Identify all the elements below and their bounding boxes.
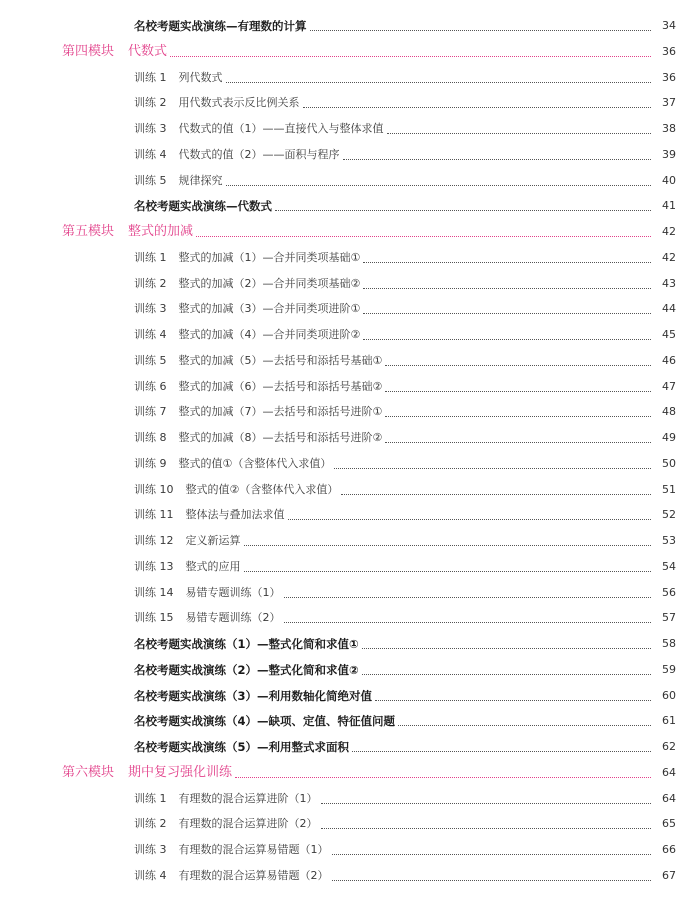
training-number: 训练 2 bbox=[134, 96, 167, 110]
toc-training-entry[interactable] bbox=[0, 138, 700, 164]
toc-training-entry[interactable] bbox=[0, 164, 700, 190]
training-number: 训练 5 bbox=[134, 353, 167, 367]
training-title: 整式的值②（含整体代入求值） bbox=[185, 482, 339, 496]
training-label bbox=[134, 790, 318, 808]
exam-title: 名校考题实战演练（3）—利用数轴化简绝对值 bbox=[134, 688, 372, 703]
training-label bbox=[134, 815, 318, 833]
training-number: 训练 4 bbox=[134, 328, 167, 341]
page-number: 50 bbox=[662, 456, 676, 470]
toc-training-entry[interactable] bbox=[0, 576, 700, 602]
training-number: 训练 4 bbox=[134, 147, 167, 161]
training-title: 整式的加减（3）—合并同类项进阶① bbox=[178, 302, 361, 316]
training-label bbox=[134, 94, 300, 112]
module-heading bbox=[62, 43, 167, 61]
toc-exam-entry[interactable] bbox=[0, 627, 700, 653]
training-title: 整式的加减（6）—去括号和添括号基础② bbox=[178, 379, 383, 393]
training-number: 训练 8 bbox=[134, 431, 167, 444]
training-number: 训练 11 bbox=[134, 508, 174, 522]
toc-training-entry[interactable] bbox=[0, 601, 700, 627]
dot-leader bbox=[363, 339, 651, 340]
page-number: 58 bbox=[662, 637, 676, 650]
toc-training-entry[interactable] bbox=[0, 344, 700, 370]
page-number: 60 bbox=[662, 688, 676, 702]
training-label bbox=[134, 584, 281, 602]
exam-title: 名校考题实战演练（1）—整式化简和求值① bbox=[134, 637, 359, 651]
training-title: 整式的应用 bbox=[185, 559, 241, 573]
dot-leader bbox=[375, 700, 651, 701]
dot-leader bbox=[235, 777, 651, 778]
module-number: 第六模块 bbox=[62, 764, 115, 780]
training-label bbox=[134, 403, 382, 421]
training-title: 整式的加减（5）—去括号和添括号基础① bbox=[178, 353, 383, 367]
page-number: 52 bbox=[662, 508, 676, 522]
training-title: 整体法与叠加法求值 bbox=[185, 508, 285, 522]
toc-training-entry[interactable] bbox=[0, 447, 700, 473]
toc-training-entry[interactable] bbox=[0, 292, 700, 318]
toc-exam-entry[interactable] bbox=[0, 679, 700, 705]
training-number: 训练 7 bbox=[134, 405, 167, 419]
dot-leader bbox=[362, 674, 651, 675]
page-number: 64 bbox=[662, 765, 676, 779]
module-title: 整式的加减 bbox=[128, 224, 194, 239]
training-number: 训练 3 bbox=[134, 302, 167, 316]
toc-exam-entry[interactable] bbox=[0, 704, 700, 730]
training-label bbox=[134, 506, 285, 524]
dot-leader bbox=[196, 236, 651, 237]
toc-exam-entry[interactable] bbox=[0, 9, 700, 35]
page-number: 46 bbox=[662, 353, 676, 367]
training-title: 代数式的值（1）——直接代入与整体求值 bbox=[178, 122, 384, 135]
dot-leader bbox=[398, 725, 651, 726]
page-number: 61 bbox=[662, 714, 676, 728]
training-title: 列代数式 bbox=[178, 70, 223, 84]
dot-leader bbox=[332, 854, 652, 855]
training-label bbox=[134, 172, 223, 190]
training-number: 训练 13 bbox=[134, 559, 174, 573]
page-number: 59 bbox=[662, 662, 676, 676]
dot-leader bbox=[385, 416, 651, 417]
toc-training-entry[interactable] bbox=[0, 421, 700, 447]
training-number: 训练 3 bbox=[134, 843, 167, 856]
page-number: 53 bbox=[662, 534, 676, 547]
page-number: 62 bbox=[662, 740, 676, 753]
exam-title: 名校考题实战演练（5）—利用整式求面积 bbox=[134, 740, 349, 754]
toc-exam-entry[interactable] bbox=[0, 189, 700, 215]
module-number: 第四模块 bbox=[62, 43, 115, 59]
page-number: 36 bbox=[662, 44, 676, 58]
training-title: 有理数的混合运算进阶（2） bbox=[178, 817, 318, 831]
training-number: 训练 14 bbox=[134, 585, 174, 599]
training-label bbox=[134, 249, 360, 267]
training-label bbox=[134, 429, 382, 447]
module-heading bbox=[62, 764, 232, 782]
dot-leader bbox=[362, 648, 651, 649]
training-label bbox=[134, 69, 223, 87]
toc-training-entry[interactable] bbox=[0, 524, 700, 550]
exam-title: 名校考题实战演练—有理数的计算 bbox=[134, 19, 307, 33]
training-title: 定义新运算 bbox=[185, 534, 241, 547]
training-label bbox=[134, 352, 382, 370]
training-label bbox=[134, 300, 360, 318]
training-title: 有理数的混合运算易错题（1） bbox=[178, 843, 329, 856]
training-title: 易错专题训练（1） bbox=[185, 585, 281, 599]
training-title: 整式的加减（4）—合并同类项进阶② bbox=[178, 328, 361, 341]
toc-training-entry[interactable] bbox=[0, 833, 700, 859]
dot-leader bbox=[363, 288, 651, 289]
page-number: 66 bbox=[662, 843, 676, 856]
training-number: 训练 9 bbox=[134, 456, 167, 470]
dot-leader bbox=[244, 571, 652, 572]
training-label bbox=[134, 455, 331, 473]
toc-training-entry[interactable] bbox=[0, 241, 700, 267]
dot-leader bbox=[387, 133, 652, 134]
page-number: 45 bbox=[662, 328, 676, 341]
dot-leader bbox=[363, 262, 651, 263]
training-title: 整式的加减（1）—合并同类项基础① bbox=[178, 250, 361, 264]
page-number: 40 bbox=[662, 173, 676, 187]
training-title: 整式的值①（含整体代入求值） bbox=[178, 456, 332, 470]
page-number: 49 bbox=[662, 431, 676, 444]
training-title: 易错专题训练（2） bbox=[185, 611, 281, 625]
toc-training-entry[interactable] bbox=[0, 473, 700, 499]
exam-title: 名校考题实战演练—代数式 bbox=[134, 199, 272, 214]
page-number: 47 bbox=[662, 379, 676, 393]
dot-leader bbox=[341, 494, 651, 495]
training-label bbox=[134, 532, 241, 550]
training-title: 代数式的值（2）——面积与程序 bbox=[178, 147, 340, 161]
dot-leader bbox=[334, 468, 651, 469]
dot-leader bbox=[303, 107, 652, 108]
dot-leader bbox=[226, 185, 652, 186]
training-label bbox=[134, 867, 329, 885]
dot-leader bbox=[385, 391, 651, 392]
page-number: 64 bbox=[662, 791, 676, 805]
training-number: 训练 6 bbox=[134, 379, 167, 393]
page-number: 54 bbox=[662, 559, 676, 573]
page-number: 34 bbox=[662, 19, 676, 32]
page-number: 43 bbox=[662, 276, 676, 290]
training-label bbox=[134, 558, 241, 576]
dot-leader bbox=[352, 751, 651, 752]
training-label bbox=[134, 275, 360, 293]
page-number: 67 bbox=[662, 868, 676, 882]
page-number: 39 bbox=[662, 147, 676, 161]
training-title: 规律探究 bbox=[178, 173, 223, 187]
training-number: 训练 15 bbox=[134, 611, 174, 625]
training-label bbox=[134, 481, 338, 499]
page-number: 42 bbox=[662, 250, 676, 264]
dot-leader bbox=[343, 159, 652, 160]
dot-leader bbox=[288, 519, 652, 520]
toc-training-entry[interactable] bbox=[0, 807, 700, 833]
dot-leader bbox=[226, 82, 652, 83]
page-number: 44 bbox=[662, 302, 676, 316]
training-label bbox=[134, 609, 281, 627]
toc-training-entry[interactable] bbox=[0, 86, 700, 112]
page-number: 38 bbox=[662, 122, 676, 135]
dot-leader bbox=[385, 365, 651, 366]
training-label bbox=[134, 378, 382, 396]
page-number: 37 bbox=[662, 96, 676, 110]
training-title: 有理数的混合运算易错题（2） bbox=[178, 868, 329, 882]
dot-leader bbox=[332, 880, 652, 881]
toc-training-entry[interactable] bbox=[0, 782, 700, 808]
dot-leader bbox=[321, 828, 652, 829]
module-title: 代数式 bbox=[128, 43, 168, 59]
dot-leader bbox=[310, 30, 652, 31]
page-number: 48 bbox=[662, 405, 676, 419]
exam-title: 名校考题实战演练（4）—缺项、定值、特征值问题 bbox=[134, 714, 395, 729]
dot-leader bbox=[284, 622, 652, 623]
toc-module-entry[interactable] bbox=[0, 215, 700, 241]
training-label bbox=[134, 326, 360, 344]
training-title: 用代数式表示反比例关系 bbox=[178, 96, 300, 110]
toc-training-entry[interactable] bbox=[0, 318, 700, 344]
page-number: 56 bbox=[662, 585, 676, 599]
dot-leader bbox=[385, 442, 651, 443]
module-title: 期中复习强化训练 bbox=[128, 764, 233, 780]
dot-leader bbox=[363, 313, 651, 314]
module-number: 第五模块 bbox=[62, 224, 115, 239]
module-heading bbox=[62, 223, 193, 241]
training-title: 有理数的混合运算进阶（1） bbox=[178, 791, 318, 805]
training-label bbox=[134, 120, 384, 138]
toc-training-entry[interactable] bbox=[0, 859, 700, 885]
page-number: 41 bbox=[662, 199, 676, 213]
training-number: 训练 12 bbox=[134, 534, 174, 547]
page-number: 51 bbox=[662, 482, 676, 496]
toc-exam-entry[interactable] bbox=[0, 653, 700, 679]
page-number: 57 bbox=[662, 611, 676, 625]
toc-training-entry[interactable] bbox=[0, 550, 700, 576]
page-number: 65 bbox=[662, 817, 676, 831]
dot-leader bbox=[284, 597, 652, 598]
training-number: 训练 5 bbox=[134, 173, 167, 187]
training-number: 训练 3 bbox=[134, 122, 167, 135]
training-label bbox=[134, 146, 340, 164]
training-number: 训练 2 bbox=[134, 817, 167, 831]
training-title: 整式的加减（2）—合并同类项基础② bbox=[178, 276, 361, 290]
page-number: 36 bbox=[662, 70, 676, 84]
dot-leader bbox=[321, 803, 652, 804]
toc-module-entry[interactable] bbox=[0, 35, 700, 61]
training-number: 训练 2 bbox=[134, 276, 167, 290]
toc-module-entry[interactable] bbox=[0, 756, 700, 782]
training-number: 训练 1 bbox=[134, 70, 167, 84]
training-number: 训练 10 bbox=[134, 482, 174, 496]
toc-training-entry[interactable] bbox=[0, 61, 700, 87]
toc-training-entry[interactable] bbox=[0, 112, 700, 138]
training-label bbox=[134, 841, 329, 859]
toc-training-entry[interactable] bbox=[0, 267, 700, 293]
dot-leader bbox=[170, 56, 651, 57]
training-number: 训练 1 bbox=[134, 250, 167, 264]
toc-training-entry[interactable] bbox=[0, 370, 700, 396]
training-number: 训练 1 bbox=[134, 791, 167, 805]
training-number: 训练 4 bbox=[134, 868, 167, 882]
training-title: 整式的加减（8）—去括号和添括号进阶② bbox=[178, 431, 383, 444]
toc-exam-entry[interactable] bbox=[0, 730, 700, 756]
toc-training-entry[interactable] bbox=[0, 498, 700, 524]
dot-leader bbox=[275, 210, 651, 211]
exam-title: 名校考题实战演练（2）—整式化简和求值② bbox=[134, 662, 359, 677]
training-title: 整式的加减（7）—去括号和添括号进阶① bbox=[178, 405, 383, 419]
page-number: 42 bbox=[662, 225, 676, 238]
toc-training-entry[interactable] bbox=[0, 395, 700, 421]
dot-leader bbox=[244, 545, 652, 546]
